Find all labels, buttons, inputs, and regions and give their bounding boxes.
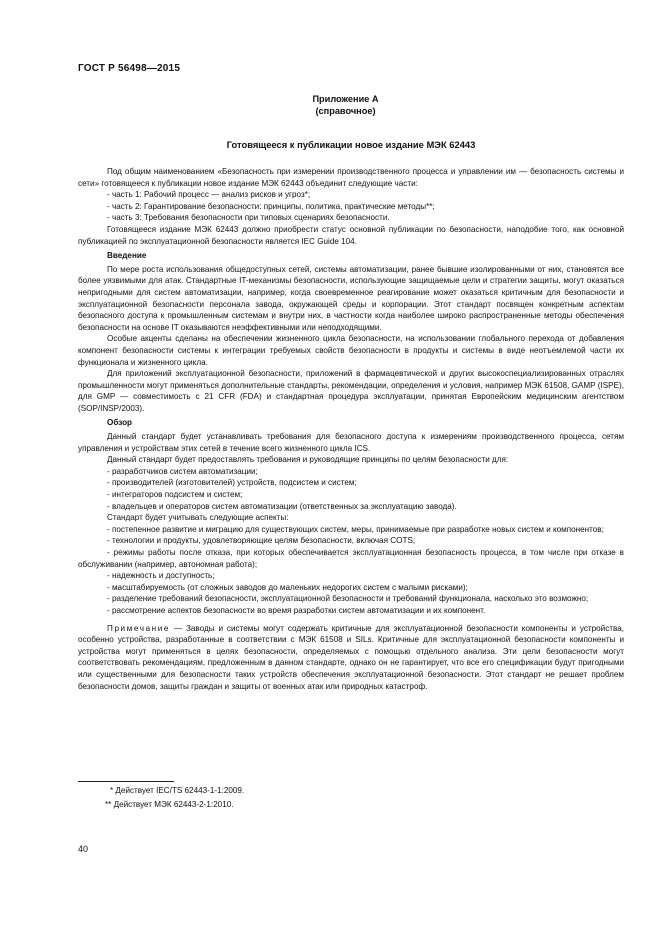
- list-item: - постепенное развитие и миграцию для существующих систем, меры, принимаемые при разработке новых систем и компонентов;: [107, 524, 604, 534]
- annex-heading: [0, 93, 661, 117]
- page-number: 40: [78, 844, 89, 854]
- list-item: - технологии и продукты, удовлетворяющие целям безопасности, включая COTS;: [107, 536, 416, 546]
- annex-main-title: Готовящееся к публикации новое издание МЭК 62443: [226, 139, 476, 150]
- footnote-divider: [78, 781, 174, 782]
- overview-paragraph: Данный стандарт будет устанавливать требования для безопасного доступа к измерениям производственного процесса, сетям управления и устройствам этих сетей в течение всего жизненного цикла ICS.: [78, 432, 624, 453]
- overview-paragraph: Стандарт будет учитывать следующие аспекты:: [107, 513, 289, 523]
- list-item: - разделение требований безопасности, эксплуатационной безопасности и требований функционала, насколько это возможно;: [107, 594, 589, 604]
- list-item: - надежность и доступность;: [107, 571, 215, 581]
- list-item: - производителей (изготовителей) устройств, подсистем и систем;: [107, 478, 357, 488]
- document-body: [78, 166, 624, 692]
- footnote: * Действует IEC/TS 62443-1-1:2009.: [110, 786, 245, 795]
- note-text: — Заводы и системы могут содержать критичные для эксплуатационной безопасности компоненты и устройства, особенно устройства, разработанные в соответствии с МЭК 61508 и SILs. Критичные для эксплуатационной безопасности компоненты и устройства могут применяться в целях безопасности, определяемых с помощью отдельного анализа. Эти цели безопасности могут соответствовать рекомендациям, предложенным в данном стандарте, однако он не гарантирует, что все его спецификации будут пригодными или существенными для безопасности таких устройств обеспечения эксплуатационной безопасности. Этот стандарт не решает проблем безопасности домов, защиты граждан и защиты от военных атак или природных катастроф.: [78, 623, 624, 691]
- document-header: ГОСТ Р 56498—2015: [78, 63, 181, 74]
- list-item: - интеграторов подсистем и систем;: [107, 490, 243, 500]
- note-label: Примечание: [107, 623, 171, 633]
- intro-paragraph: Под общим наименованием «Безопасность при измерении производственного процесса и управлении им — безопасность системы и сети» готовящееся к публикации новое издание МЭК 62443 объединит следующие части:: [78, 167, 624, 188]
- list-item: - разработчиков систем автоматизации;: [107, 466, 258, 476]
- list-item: - часть 3: Требования безопасности при типовых сценариях безопасности.: [107, 213, 390, 223]
- introduction-paragraph: Для приложений эксплуатационной безопасности, приложений в фармацевтической и других высокоспециализированных отраслях промышленности могут применяться дополнительные стандарты, рекомендации, определения и условия, например МЭК 61508, GAMP (ISPE), для GMP — совместимость с 21 CFR (FDA) и стандартная процедура эксплуатации, принятая Европейским медицинским агентством (SOP/INSP/2003).: [78, 369, 624, 413]
- list-item: - владельцев и операторов систем автоматизации (ответственных за эксплуатацию завода).: [107, 501, 457, 511]
- section-heading-introduction: Введение: [107, 251, 147, 261]
- list-item: - часть 2: Гарантирование безопасности: принципы, политика, практические методы**;: [107, 201, 435, 211]
- footnote: ** Действует МЭК 62443-2-1:2010.: [105, 800, 234, 809]
- section-heading-overview: Обзор: [107, 418, 132, 428]
- note-paragraph: [78, 623, 624, 693]
- introduction-paragraph: По мере роста использования общедоступных сетей, системы автоматизации, ранее бывшие изолированными от них, становятся все более уязвимыми для атак. Стандартные IT-механизмы безопасности, использующие защищаемые цели и стратегии защиты, могут оказаться непригодными для систем автоматизации, например, когда своевременное реагирование может оказаться критичным для безопасности и эксплуатационной безопасности персонала завода, окружающей среды и корпорации. Этот стандарт посвящен конкретным аспектам безопасного доступа к промышленным системам и внутри них, в частности когда наиболее широко распространенные методы обеспечения безопасности на основе IT оказываются неэффективными или неподходящими.: [78, 264, 624, 332]
- list-item: - часть 1: Рабочий процесс — анализ рисков и угроз*;: [107, 190, 311, 200]
- overview-paragraph: Данный стандарт будет предоставлять требования и руководящие принципы по целям безопасности для:: [107, 455, 509, 465]
- introduction-paragraph: Особые акценты сделаны на обеспечении жизненного цикла безопасности, на использовании глобального перехода от добавления компонент безопасности системы к интеграции требуемых свойств безопасности в продукты и системы в виде неотъемлемой части их функционала и жизненного цикла.: [78, 334, 624, 367]
- annex-kind: (справочное): [315, 106, 376, 116]
- list-item: - рассмотрение аспектов безопасности во время разработки систем автоматизации и их компонент.: [107, 605, 486, 615]
- list-item: - режимы работы после отказа, при которых обеспечивается эксплуатационная безопасность процесса, в том числе при отказе в обслуживании (например, автономная работа);: [78, 548, 624, 569]
- annex-title: Приложение А: [312, 94, 379, 104]
- intro-paragraph: Готовящееся издание МЭК 62443 должно приобрести статус основной публикации по безопасности, наподобие того, как основной публикацией по эксплуатационной безопасности является IEC Guide 104.: [78, 224, 624, 246]
- list-item: - масштабируемость (от сложных заводов до маленьких недорогих систем с малыми рисками);: [107, 582, 468, 592]
